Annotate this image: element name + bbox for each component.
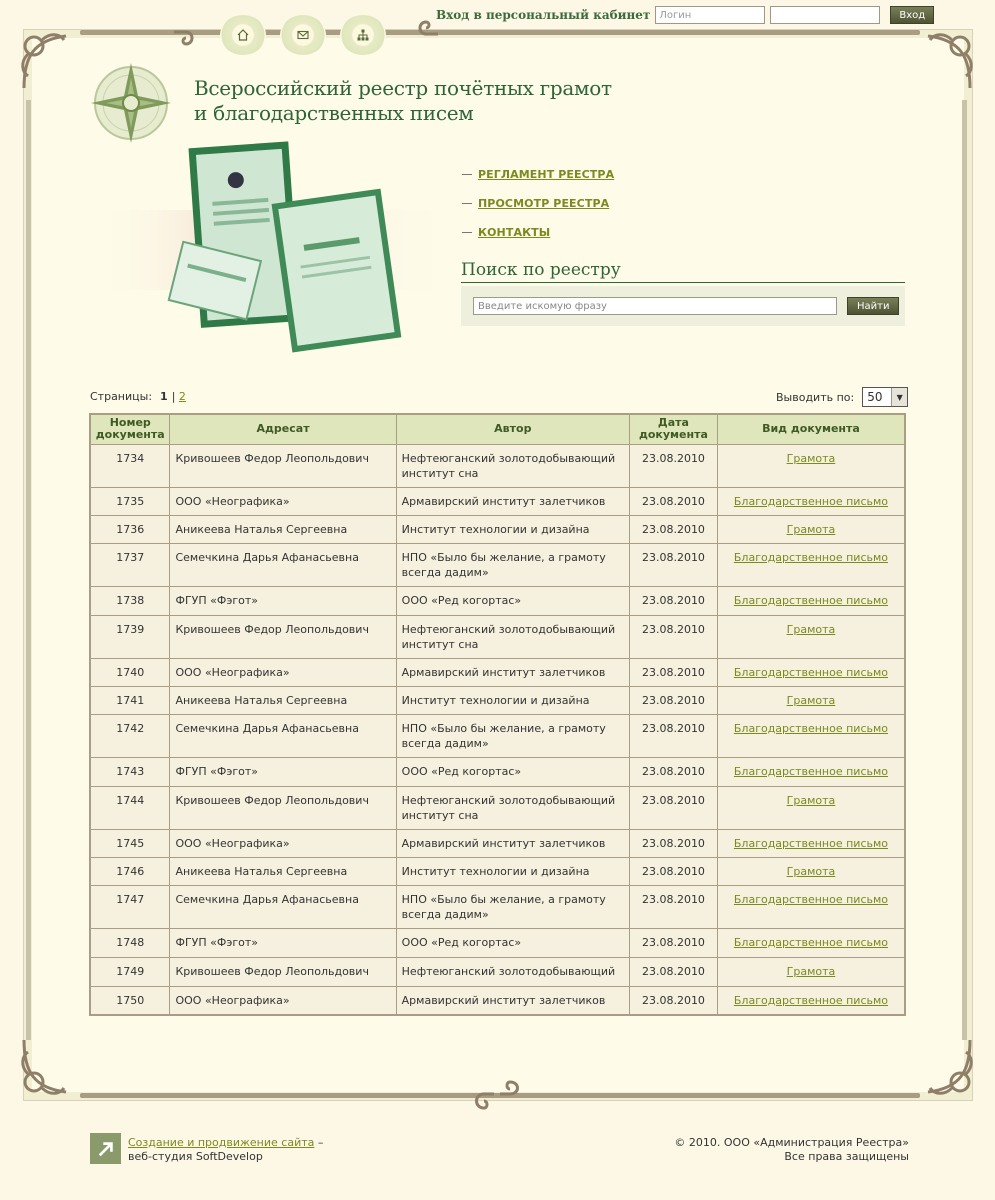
cell-date: 23.08.2010 — [629, 957, 717, 986]
cell-number: 1743 — [90, 757, 170, 786]
cell-kind — [717, 515, 905, 543]
table-row — [90, 957, 905, 986]
cell-date: 23.08.2010 — [629, 686, 717, 714]
cell-number: 1742 — [90, 714, 170, 757]
cell-author: ООО «Ред когортас» — [396, 757, 629, 786]
per-page-control — [776, 387, 908, 407]
site-logo-icon — [88, 60, 174, 146]
col-header-number-line2: документа — [95, 428, 165, 442]
cell-date: 23.08.2010 — [629, 786, 717, 829]
sitemap-icon[interactable] — [340, 15, 386, 55]
cell-number: 1750 — [90, 986, 170, 1015]
cell-author: Институт технологии и дизайна — [396, 686, 629, 714]
cell-addressee: ООО «Неографика» — [170, 829, 396, 857]
document-kind-link[interactable]: Грамота — [786, 693, 836, 707]
col-header-number[interactable] — [90, 414, 170, 444]
nav-item-contacts — [462, 218, 614, 247]
table-row — [90, 714, 905, 757]
cell-addressee: Семечкина Дарья Афанасьевна — [170, 543, 396, 586]
cell-date: 23.08.2010 — [629, 543, 717, 586]
corner-ornament-icon — [914, 1036, 980, 1102]
table-row — [90, 786, 905, 829]
cell-date: 23.08.2010 — [629, 986, 717, 1015]
cell-kind — [717, 586, 905, 615]
footer-studio-name: веб-студия SoftDevelop — [128, 1150, 263, 1163]
cell-addressee: ФГУП «Фэгот» — [170, 757, 396, 786]
cell-number: 1746 — [90, 857, 170, 885]
frame-border-top — [80, 30, 920, 35]
pagination — [90, 390, 186, 403]
nav-item-browse — [462, 189, 614, 218]
table-row — [90, 487, 905, 515]
cell-addressee: Кривошеев Федор Леопольдович — [170, 444, 396, 487]
pagination-separator: | — [171, 390, 176, 403]
footer-dash: – — [314, 1136, 324, 1149]
site-title-line1: Всероссийский реестр почётных грамот — [194, 76, 612, 100]
cell-addressee: Кривошеев Федор Леопольдович — [170, 957, 396, 986]
cell-addressee: ООО «Неографика» — [170, 487, 396, 515]
cell-author: Институт технологии и дизайна — [396, 515, 629, 543]
document-kind-link[interactable]: Благодарственное письмо — [733, 593, 889, 607]
cell-addressee: Аникеева Наталья Сергеевна — [170, 686, 396, 714]
nav-item-regulations — [462, 160, 614, 189]
document-kind-link[interactable]: Благодарственное письмо — [733, 935, 889, 949]
cell-date: 23.08.2010 — [629, 658, 717, 686]
document-kind-link[interactable]: Благодарственное письмо — [733, 721, 889, 735]
cell-kind — [717, 857, 905, 885]
studio-logo-icon[interactable] — [90, 1133, 121, 1164]
cell-date: 23.08.2010 — [629, 487, 717, 515]
cell-date: 23.08.2010 — [629, 857, 717, 885]
cell-date: 23.08.2010 — [629, 885, 717, 928]
cell-kind — [717, 686, 905, 714]
nav-dash — [462, 203, 472, 204]
table-body — [90, 444, 905, 1015]
footer-copyright — [674, 1136, 909, 1164]
cell-kind — [717, 757, 905, 786]
document-kind-link[interactable]: Грамота — [786, 622, 836, 636]
table-row — [90, 586, 905, 615]
cell-number: 1740 — [90, 658, 170, 686]
table-row — [90, 515, 905, 543]
cell-addressee: Семечкина Дарья Афанасьевна — [170, 885, 396, 928]
cell-author: Институт технологии и дизайна — [396, 857, 629, 885]
cell-addressee: Семечкина Дарья Афанасьевна — [170, 714, 396, 757]
document-kind-link[interactable]: Благодарственное письмо — [733, 892, 889, 906]
document-kind-link[interactable]: Грамота — [786, 864, 836, 878]
nav-link-regulations[interactable]: РЕГЛАМЕНТ РЕЕСТРА — [478, 168, 615, 181]
cell-addressee: Аникеева Наталья Сергеевна — [170, 515, 396, 543]
table-row — [90, 928, 905, 957]
swirl-ornament-icon — [498, 1080, 524, 1108]
cell-kind — [717, 615, 905, 658]
cell-number: 1735 — [90, 487, 170, 515]
site-title-line2: и благодарственных писем — [194, 101, 474, 125]
cell-kind — [717, 658, 905, 686]
cell-date: 23.08.2010 — [629, 829, 717, 857]
cell-kind — [717, 829, 905, 857]
cell-date: 23.08.2010 — [629, 928, 717, 957]
home-icon[interactable] — [220, 15, 266, 55]
table-row — [90, 686, 905, 714]
table-row — [90, 857, 905, 885]
cell-date: 23.08.2010 — [629, 714, 717, 757]
cell-author: Армавирский институт залетчиков — [396, 487, 629, 515]
document-kind-link[interactable]: Благодарственное письмо — [733, 764, 889, 778]
cell-number: 1748 — [90, 928, 170, 957]
site-title — [194, 76, 664, 126]
col-header-date-line2: документа — [638, 428, 708, 442]
top-icon-nav — [220, 15, 386, 55]
cell-addressee: Аникеева Наталья Сергеевна — [170, 857, 396, 885]
document-kind-link[interactable]: Грамота — [786, 451, 836, 465]
nav-link-browse[interactable]: ПРОСМОТР РЕЕСТРА — [478, 197, 610, 210]
swirl-ornament-icon — [172, 26, 196, 48]
table-row — [90, 829, 905, 857]
col-header-addressee[interactable]: Адресат — [170, 414, 396, 444]
cell-addressee: ФГУП «Фэгот» — [170, 928, 396, 957]
cell-number: 1744 — [90, 786, 170, 829]
document-kind-link[interactable]: Благодарственное письмо — [733, 836, 889, 850]
col-header-date-line1: Дата — [657, 416, 689, 430]
nav-dash — [462, 232, 472, 233]
document-kind-link[interactable]: Грамота — [786, 522, 836, 536]
table-row — [90, 757, 905, 786]
document-kind-link[interactable]: Грамота — [786, 964, 836, 978]
search-button[interactable]: Найти — [847, 297, 899, 315]
cell-kind — [717, 928, 905, 957]
document-kind-link[interactable]: Благодарственное письмо — [733, 993, 889, 1007]
cell-kind — [717, 444, 905, 487]
nav-link-contacts[interactable]: КОНТАКТЫ — [478, 226, 551, 239]
corner-ornament-icon — [914, 26, 980, 92]
cell-author: Армавирский институт залетчиков — [396, 986, 629, 1015]
search-form — [461, 286, 905, 326]
cell-date: 23.08.2010 — [629, 586, 717, 615]
table-row — [90, 444, 905, 487]
per-page-label: Выводить по: — [776, 390, 855, 404]
cell-author: ООО «Ред когортас» — [396, 586, 629, 615]
cell-author: Нефтеюганский золотодобывающий институт сна — [396, 444, 629, 487]
cell-date: 23.08.2010 — [629, 444, 717, 487]
per-page-value: 50 — [867, 390, 883, 404]
frame-border-left — [26, 100, 31, 1040]
cell-number: 1737 — [90, 543, 170, 586]
table-row — [90, 543, 905, 586]
cell-kind — [717, 986, 905, 1015]
table-row — [90, 986, 905, 1015]
chevron-down-icon[interactable]: ▼ — [891, 388, 907, 406]
document-kind-link[interactable]: Грамота — [786, 793, 836, 807]
col-header-number-line1: Номер — [109, 416, 151, 430]
frame-border-right — [962, 100, 967, 1040]
cell-author: НПО «Было бы желание, а грамоту всегда дадим» — [396, 543, 629, 586]
documents-illustration — [100, 140, 450, 360]
cell-author: НПО «Было бы желание, а грамоту всегда дадим» — [396, 714, 629, 757]
pagination-current: 1 — [160, 390, 168, 403]
document-kind-link[interactable]: Благодарственное письмо — [733, 494, 889, 508]
pagination-label: Страницы: — [90, 390, 153, 403]
login-input[interactable] — [655, 6, 765, 24]
cell-addressee: ООО «Неографика» — [170, 986, 396, 1015]
cell-kind — [717, 714, 905, 757]
cell-author: ООО «Ред когортас» — [396, 928, 629, 957]
col-header-date[interactable] — [629, 414, 717, 444]
document-kind-link[interactable]: Благодарственное письмо — [733, 665, 889, 679]
footer-studio-link[interactable]: Создание и продвижение сайта — [128, 1136, 315, 1149]
per-page-select[interactable] — [862, 387, 908, 407]
corner-ornament-icon — [14, 1036, 80, 1102]
document-kind-link[interactable]: Благодарственное письмо — [733, 550, 889, 564]
cell-number: 1745 — [90, 829, 170, 857]
cell-date: 23.08.2010 — [629, 515, 717, 543]
cell-date: 23.08.2010 — [629, 615, 717, 658]
footer-studio — [128, 1136, 323, 1164]
cell-author: НПО «Было бы желание, а грамоту всегда дадим» — [396, 885, 629, 928]
cell-addressee: ООО «Неографика» — [170, 658, 396, 686]
cell-author: Армавирский институт залетчиков — [396, 658, 629, 686]
main-nav — [462, 160, 614, 247]
swirl-ornament-icon — [470, 1084, 496, 1112]
cell-kind — [717, 487, 905, 515]
cell-author: Нефтеюганский золотодобывающий институт сна — [396, 615, 629, 658]
cell-number: 1739 — [90, 615, 170, 658]
table-header-row — [90, 414, 905, 444]
table-row — [90, 658, 905, 686]
login-button[interactable]: Вход — [890, 6, 934, 24]
col-header-kind[interactable]: Вид документа — [717, 414, 905, 444]
cell-kind — [717, 786, 905, 829]
login-label: Вход в персональный кабинет — [436, 8, 651, 22]
cell-number: 1741 — [90, 686, 170, 714]
table-row — [90, 885, 905, 928]
cell-number: 1749 — [90, 957, 170, 986]
cell-addressee: ФГУП «Фэгот» — [170, 586, 396, 615]
table-row — [90, 615, 905, 658]
search-title: Поиск по реестру — [461, 260, 905, 283]
copyright-text: © 2010. ООО «Администрация Реестра» — [674, 1136, 909, 1149]
corner-ornament-icon — [14, 26, 80, 92]
search-input[interactable] — [473, 297, 837, 315]
cell-author: Нефтеюганский золотодобывающий — [396, 957, 629, 986]
mail-icon[interactable] — [280, 15, 326, 55]
cell-kind — [717, 543, 905, 586]
cell-author: Армавирский институт залетчиков — [396, 829, 629, 857]
cell-kind — [717, 885, 905, 928]
cell-addressee: Кривошеев Федор Леопольдович — [170, 786, 396, 829]
rights-text: Все права защищены — [784, 1150, 909, 1163]
registry-table — [89, 413, 906, 1016]
cell-addressee: Кривошеев Федор Леопольдович — [170, 615, 396, 658]
cell-number: 1736 — [90, 515, 170, 543]
password-input[interactable] — [770, 6, 880, 24]
nav-dash — [462, 174, 472, 175]
cell-author: Нефтеюганский золотодобывающий институт сна — [396, 786, 629, 829]
login-form — [436, 6, 934, 24]
cell-number: 1738 — [90, 586, 170, 615]
cell-date: 23.08.2010 — [629, 757, 717, 786]
col-header-author[interactable]: Автор — [396, 414, 629, 444]
cell-number: 1747 — [90, 885, 170, 928]
cell-number: 1734 — [90, 444, 170, 487]
cell-kind — [717, 957, 905, 986]
pagination-link-page-2[interactable]: 2 — [178, 390, 186, 403]
